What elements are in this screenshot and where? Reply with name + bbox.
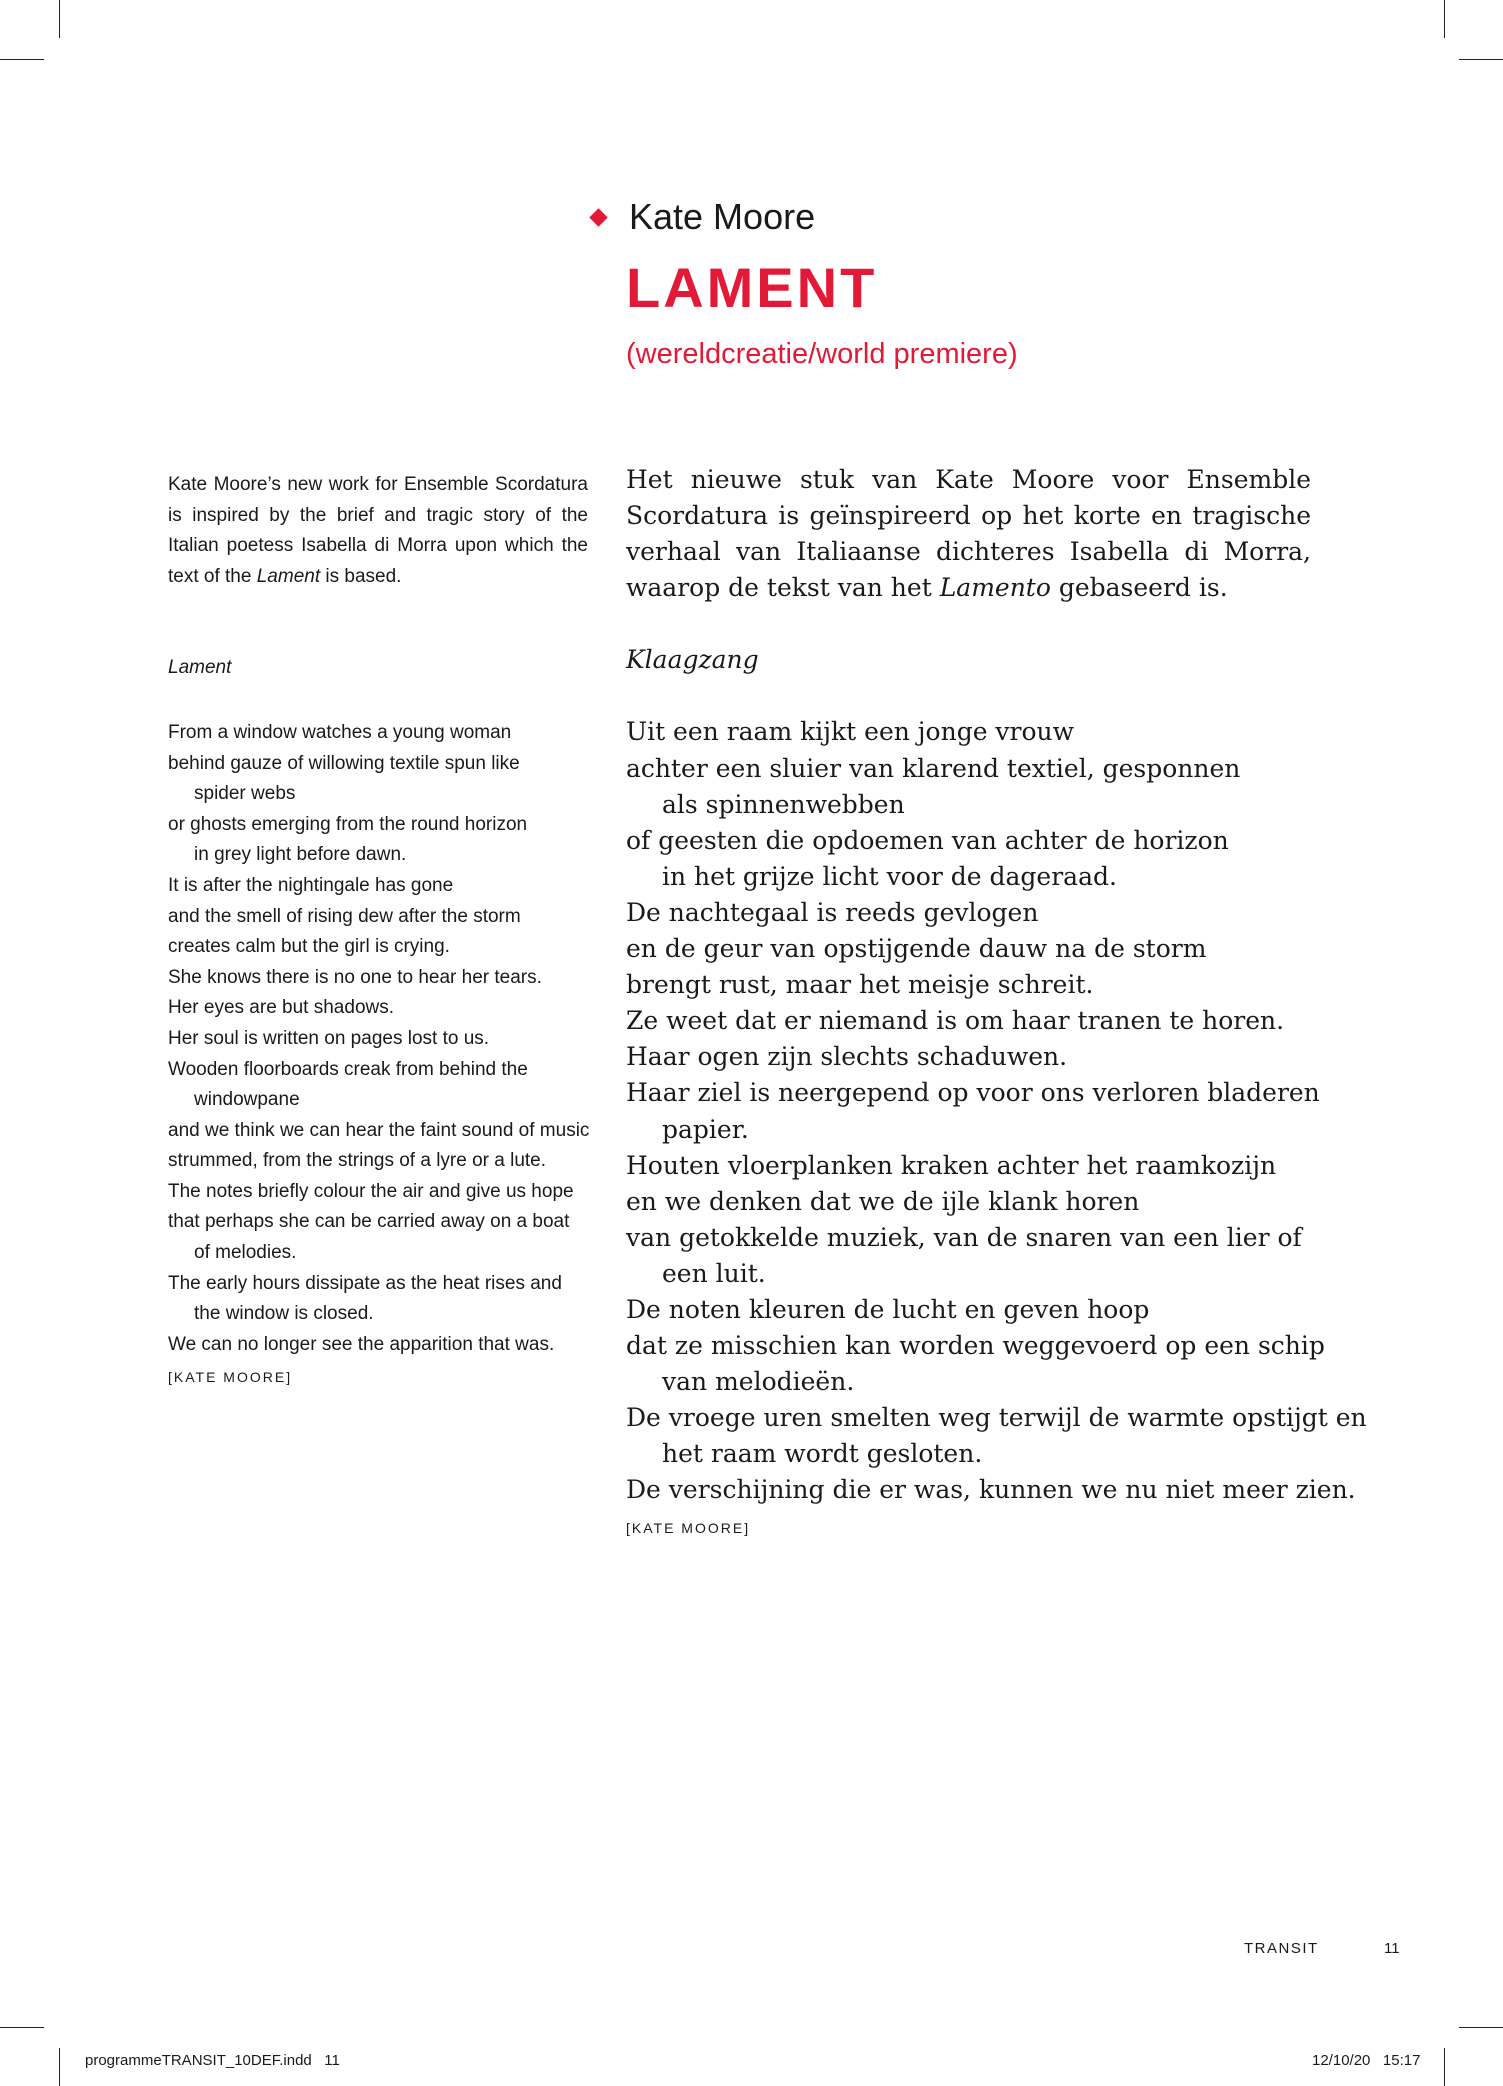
composer-row [586, 196, 1346, 238]
poem-line: The notes briefly colour the air and give us hope [168, 1180, 574, 1202]
poem-line: het raam wordt gesloten. [662, 1439, 983, 1469]
poem-line: in grey light before dawn. [194, 844, 407, 866]
intro-italic-title: Lamento [939, 573, 1051, 603]
poem-line: papier. [662, 1114, 749, 1144]
poem-line: From a window watches a young woman [168, 721, 512, 743]
poem-line: en we denken dat we de ijle klank horen [626, 1186, 1140, 1216]
poem-line: or ghosts emerging from the round horizon [168, 813, 528, 835]
crop-mark [1459, 59, 1503, 60]
work-header [586, 196, 1346, 371]
file-timestamp: 12/10/20 15:17 [1312, 2052, 1421, 2069]
work-subtitle: (wereldcreatie/world premiere) [626, 338, 1018, 370]
work-title: LAMENT [626, 256, 878, 319]
english-column [168, 470, 588, 1393]
poem-line: Her soul is written on pages lost to us. [168, 1027, 490, 1049]
english-poem [168, 718, 588, 1393]
poem-line: Houten vloerplanken kraken achter het raamkozijn [626, 1150, 1277, 1180]
diamond-bullet-icon [589, 208, 607, 226]
poem-line: the window is closed. [194, 1303, 374, 1325]
poem-line: that perhaps she can be carried away on a boat [168, 1211, 570, 1233]
poem-line: en de geur van opstijgende dauw na de storm [626, 934, 1207, 964]
poem-line: een luit. [662, 1258, 766, 1288]
poem-line: The early hours dissipate as the heat rises and [168, 1272, 562, 1294]
poem-line: of melodies. [194, 1242, 297, 1264]
dutch-poem [626, 714, 1367, 1542]
intro-italic-title: Lament [256, 565, 321, 587]
dutch-attribution: [KATE MOORE] [626, 1519, 751, 1536]
crop-mark [1459, 2027, 1503, 2028]
crop-mark [0, 59, 44, 60]
poem-line: She knows there is no one to hear her tears. [168, 966, 542, 988]
footer-section-name: TRANSIT [1244, 1940, 1319, 1957]
poem-line: als spinnenwebben [662, 789, 905, 819]
intro-text: gebaseerd is. [1050, 573, 1228, 603]
poem-line: Haar ziel is neergepend op voor ons verloren bladeren [626, 1078, 1320, 1108]
dutch-intro [626, 462, 1311, 606]
intro-text: is based. [320, 565, 402, 587]
crop-mark [1444, 0, 1445, 38]
poem-line: brengt rust, maar het meisje schreit. [626, 970, 1094, 1000]
running-footer [1244, 1940, 1404, 1957]
page-number: 11 [1384, 1940, 1400, 1957]
poem-line: behind gauze of willowing textile spun like [168, 752, 520, 774]
poem-line: De verschijning die er was, kunnen we nu niet meer zien. [626, 1475, 1356, 1505]
poem-line: Uit een raam kijkt een jonge vrouw [626, 717, 1075, 747]
english-intro [168, 470, 588, 592]
file-slug: programmeTRANSIT_10DEF.indd 11 [85, 2052, 340, 2069]
intro-text: Het nieuwe stuk van Kate Moore voor Ensemble Scordatura is geïnspireerd op het korte en tragische verhaal van Italiaanse dichteres Isabella di Morra, waarop de tekst van het [626, 465, 1311, 603]
poem-line: van melodieën. [662, 1367, 855, 1397]
poem-line: We can no longer see the apparition that was. [168, 1333, 555, 1355]
poem-line: of geesten die opdoemen van achter de horizon [626, 825, 1229, 855]
poem-line: creates calm but the girl is crying. [168, 936, 450, 958]
poem-line: strummed, from the strings of a lyre or a lute. [168, 1150, 547, 1172]
poem-line: Haar ogen zijn slechts schaduwen. [626, 1042, 1068, 1072]
composer-name: Kate Moore [629, 196, 816, 237]
dutch-column [626, 462, 1367, 1543]
poem-line: and the smell of rising dew after the storm [168, 905, 521, 927]
poem-line: De noten kleuren de lucht en geven hoop [626, 1294, 1150, 1324]
poem-line: De nachtegaal is reeds gevlogen [626, 897, 1039, 927]
poem-line: De vroege uren smelten weg terwijl de warmte opstijgt en [626, 1403, 1367, 1433]
english-attribution: [KATE MOORE] [168, 1369, 293, 1386]
poem-line: windowpane [194, 1089, 300, 1111]
poem-line: achter een sluier van klarend textiel, gesponnen [626, 753, 1241, 783]
crop-mark [0, 2027, 44, 2028]
crop-mark [59, 2048, 60, 2086]
dutch-poem-title: Klaagzang [626, 645, 759, 675]
poem-line: van getokkelde muziek, van de snaren van een lier of [626, 1222, 1302, 1252]
poem-line: dat ze misschien kan worden weggevoerd op een schip [626, 1331, 1325, 1361]
english-poem-title: Lament [168, 657, 232, 679]
poem-line: It is after the nightingale has gone [168, 874, 454, 896]
poem-line: Her eyes are but shadows. [168, 997, 395, 1019]
poem-line: and we think we can hear the faint sound of music [168, 1119, 590, 1141]
poem-line: in het grijze licht voor de dageraad. [662, 861, 1117, 891]
poem-line: spider webs [194, 783, 296, 805]
crop-mark [59, 0, 60, 38]
crop-mark [1444, 2048, 1445, 2086]
poem-line: Wooden floorboards creak from behind the [168, 1058, 528, 1080]
intro-text: Kate Moore’s new work for Ensemble Scordatura is inspired by the brief and tragic story of the Italian poetess Isabella di Morra upon which the text of the [168, 474, 588, 587]
poem-line: Ze weet dat er niemand is om haar tranen te horen. [626, 1006, 1285, 1036]
